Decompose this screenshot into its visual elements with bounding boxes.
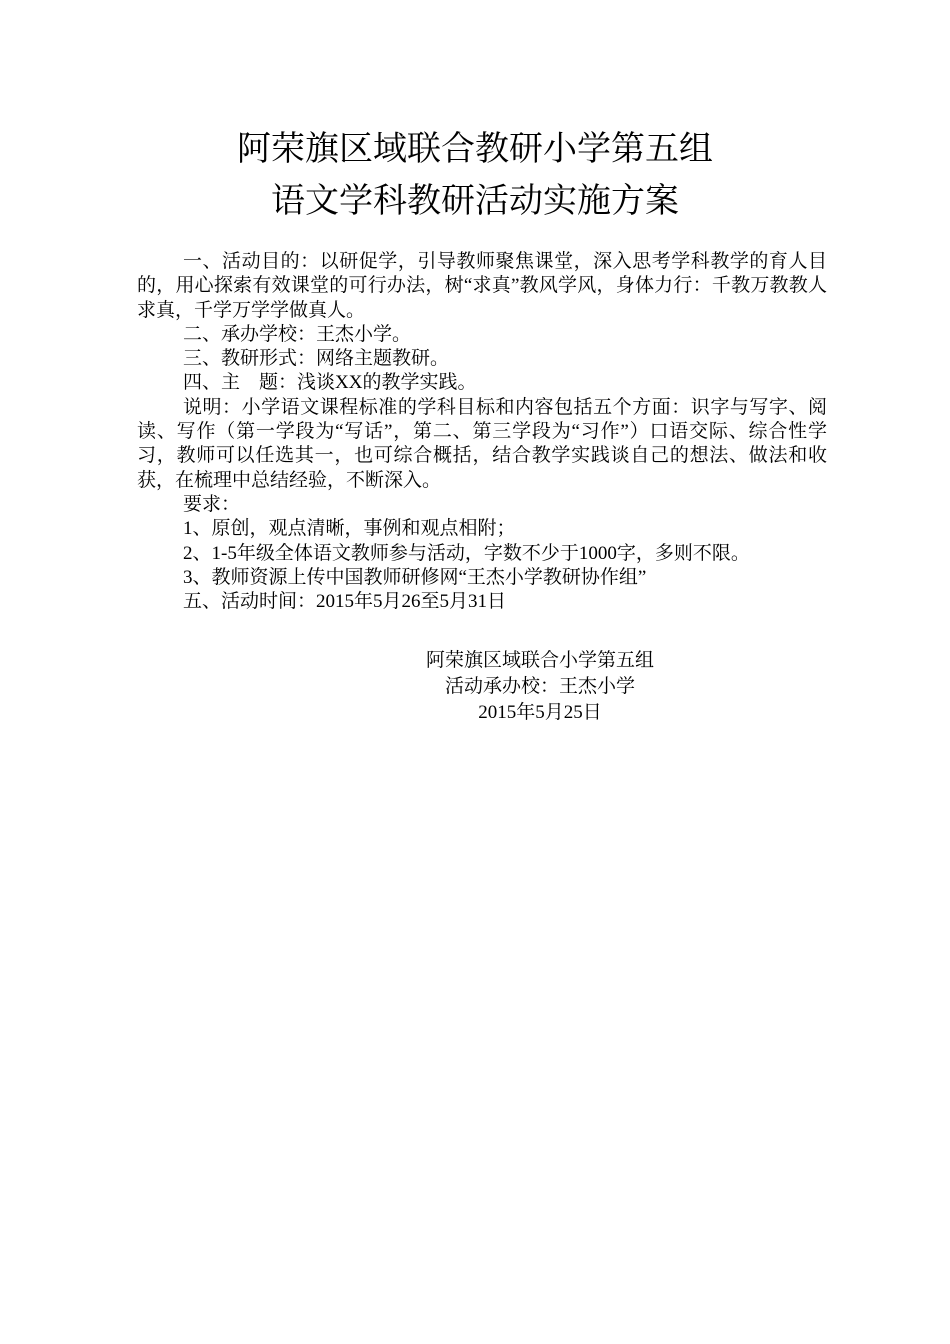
requirement-item-3: 3、教师资源上传中国教师研修网“王杰小学教研协作组” (183, 566, 647, 588)
paragraph-purpose: 一、活动目的：以研促学，引导教师聚焦课堂，深入思考学科教学的育人目的，用心探索有效课堂的可行办法，树“求真”教风学风，身体力行：千教万教教人求真，千学万学学做真人。 (137, 251, 827, 321)
paragraph-topic: 四、主 题：浅谈XX的教学实践。 (183, 372, 477, 394)
paragraph-requirements-heading: 要求： (183, 493, 241, 515)
signature-date: 2015年5月25日 (478, 702, 602, 723)
document-body (137, 250, 827, 614)
document-title-line1: 阿荣旗区域联合教研小学第五组 (237, 131, 713, 168)
requirement-item-2: 2、1-5年级全体语文教师参与活动，字数不少于1000字，多则不限。 (183, 542, 750, 564)
paragraph-schedule: 五、活动时间：2015年5月26至5月31日 (183, 591, 507, 613)
paragraph-host-school: 二、承办学校：王杰小学。 (183, 323, 412, 345)
paragraph-explanation: 说明：小学语文课程标准的学科目标和内容包括五个方面：识字与写字、阅读、写作（第一学段为“写话”，第二、第三学段为“习作”）口语交际、综合性学习，教师可以任选其一，也可综合概括，结合教学实践谈自己的想法、做法和收获，在梳理中总结经验，不断深入。 (137, 396, 827, 491)
signature-organization: 阿荣旗区域联合小学第五组 (425, 650, 654, 671)
requirement-item-1: 1、原创，观点清晰，事例和观点相附； (183, 518, 516, 540)
paragraph-format: 三、教研形式：网络主题教研。 (183, 348, 450, 370)
signature-block (390, 648, 690, 726)
signature-host-school: 活动承办校：王杰小学 (444, 676, 635, 697)
document-title-line2: 语文学科教研活动实施方案 (271, 183, 679, 220)
